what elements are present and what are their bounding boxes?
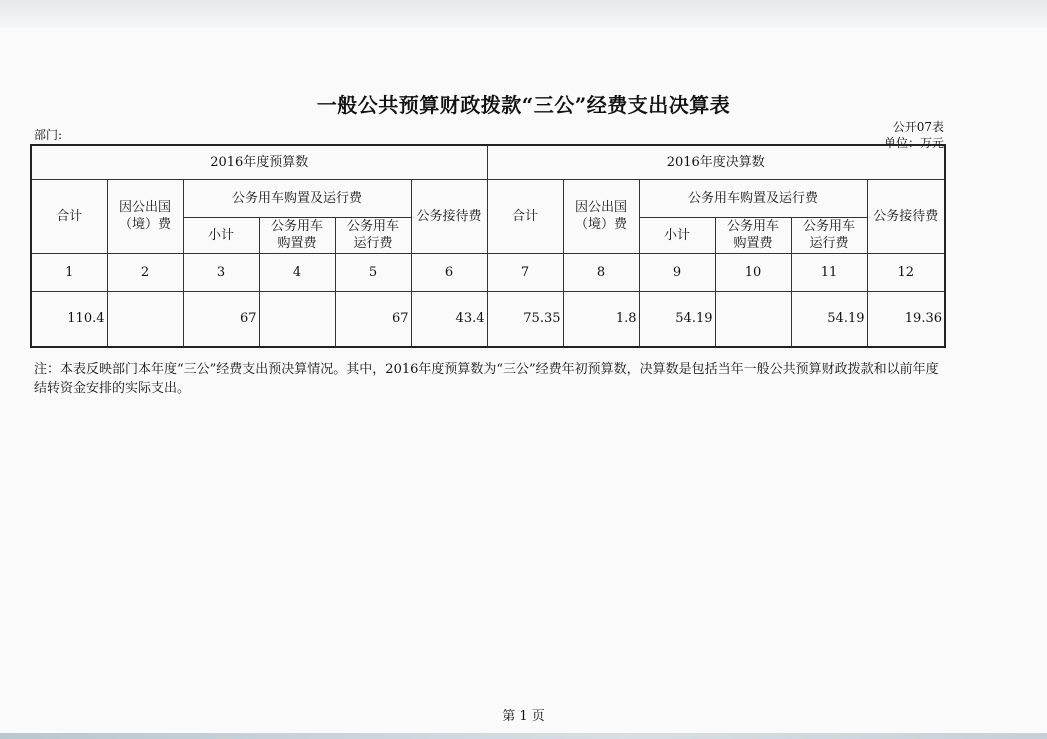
budget-abroad-header: 因公出国 （境）费: [107, 179, 183, 253]
column-number: 10: [715, 253, 791, 291]
value-budget-abroad: [107, 291, 183, 347]
budget-vehicle-operation-header: 公务用车 运行费: [335, 217, 411, 253]
final-group-header: 2016年度决算数: [487, 145, 945, 179]
budget-subtotal-header: 小计: [183, 217, 259, 253]
budget-reception-header: 公务接待费: [411, 179, 487, 253]
value-budget-subtotal: 67: [183, 291, 259, 347]
scan-top-band: [0, 0, 1047, 28]
column-number: 7: [487, 253, 563, 291]
value-budget-total: 110.4: [31, 291, 107, 347]
unit-label: 单位：万元: [883, 136, 944, 150]
column-number: 11: [791, 253, 867, 291]
column-number: 3: [183, 253, 259, 291]
column-number: 6: [411, 253, 487, 291]
final-vehicle-purchase-header: 公务用车 购置费: [715, 217, 791, 253]
final-total-header: 合计: [487, 179, 563, 253]
column-number: 1: [31, 253, 107, 291]
column-number: 2: [107, 253, 183, 291]
value-budget-vehicle-purchase: [259, 291, 335, 347]
budget-vehicle-group-header: 公务用车购置及运行费: [183, 179, 411, 217]
value-final-total: 75.35: [487, 291, 563, 347]
value-budget-vehicle-operation: 67: [335, 291, 411, 347]
column-number: 8: [563, 253, 639, 291]
budget-vehicle-purchase-header: 公务用车 购置费: [259, 217, 335, 253]
column-number: 5: [335, 253, 411, 291]
data-row: [31, 291, 945, 347]
column-number: 9: [639, 253, 715, 291]
column-number: 4: [259, 253, 335, 291]
final-vehicle-group-header: 公务用车购置及运行费: [639, 179, 867, 217]
table-number: 公开07表: [892, 120, 944, 134]
footnote: 注：本表反映部门本年度“三公”经费支出预决算情况。其中，2016年度预算数为“三公”经费年初预算数，决算数是包括当年一般公共预算财政拨款和以前年度结转资金安排的实际支出。: [34, 362, 939, 396]
budget-total-header: 合计: [31, 179, 107, 253]
value-final-reception: 19.36: [867, 291, 945, 347]
document-title: 一般公共预算财政拨款“三公”经费支出决算表: [316, 93, 731, 117]
final-reception-header: 公务接待费: [867, 179, 945, 253]
value-final-vehicle-purchase: [715, 291, 791, 347]
final-vehicle-operation-header: 公务用车 运行费: [791, 217, 867, 253]
column-number-row: [31, 253, 945, 291]
expense-table: [30, 144, 946, 348]
final-abroad-header: 因公出国 （境）费: [563, 179, 639, 253]
value-final-vehicle-operation: 54.19: [791, 291, 867, 347]
department-label: 部门:: [34, 128, 63, 142]
column-number: 12: [867, 253, 945, 291]
value-final-subtotal: 54.19: [639, 291, 715, 347]
budget-group-header: 2016年度预算数: [31, 145, 487, 179]
final-subtotal-header: 小计: [639, 217, 715, 253]
page-number: 第 1 页: [502, 709, 545, 724]
value-budget-reception: 43.4: [411, 291, 487, 347]
scan-bottom-band: [0, 733, 1047, 739]
value-final-abroad: 1.8: [563, 291, 639, 347]
